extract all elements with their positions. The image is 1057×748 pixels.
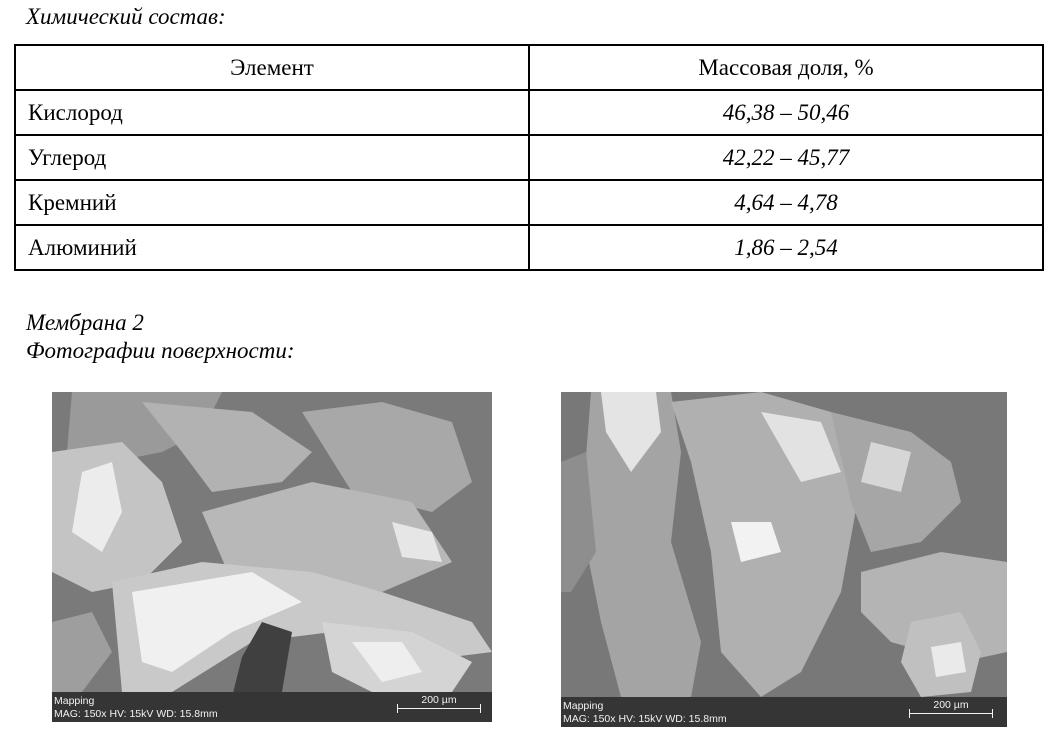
mass-fraction-cell: 46,38 – 50,46 xyxy=(529,90,1043,135)
surface-photos-heading: Фотографии поверхности: xyxy=(26,338,295,363)
element-cell: Кремний xyxy=(15,180,529,225)
sem-image-1-picture xyxy=(52,392,492,722)
scale-bar xyxy=(398,708,480,709)
sem-params-label: MAG: 150x HV: 15kV WD: 15.8mm xyxy=(54,708,218,720)
sem-mode-label: Mapping xyxy=(563,700,604,712)
sem-mode-label: Mapping xyxy=(54,695,95,707)
mass-fraction-cell: 1,86 – 2,54 xyxy=(529,225,1043,270)
scale-bar xyxy=(910,713,992,714)
sem-image-1 xyxy=(52,392,492,722)
table-row xyxy=(15,90,1043,135)
scale-bar-label: 200 µm xyxy=(933,699,969,711)
sem-info-bar xyxy=(561,697,1007,727)
scale-bar-label: 200 µm xyxy=(421,694,457,706)
membrane-heading: Мембрана 2 xyxy=(26,310,144,335)
table-row xyxy=(15,135,1043,180)
table-row xyxy=(15,180,1043,225)
composition-table xyxy=(14,44,1044,271)
table-row xyxy=(15,225,1043,270)
mass-fraction-cell: 4,64 – 4,78 xyxy=(529,180,1043,225)
element-cell: Углерод xyxy=(15,135,529,180)
column-header-mass-fraction: Массовая доля, % xyxy=(529,45,1043,90)
element-cell: Алюминий xyxy=(15,225,529,270)
sem-image-2 xyxy=(561,392,1007,727)
sem-params-label: MAG: 150x HV: 15kV WD: 15.8mm xyxy=(563,713,727,725)
sem-info-bar xyxy=(52,692,492,722)
column-header-element: Элемент xyxy=(15,45,529,90)
mass-fraction-cell: 42,22 – 45,77 xyxy=(529,135,1043,180)
sem-image-2-picture xyxy=(561,392,1007,727)
table-header-row xyxy=(15,45,1043,90)
element-cell: Кислород xyxy=(15,90,529,135)
chemical-composition-heading: Химический состав: xyxy=(26,4,226,29)
